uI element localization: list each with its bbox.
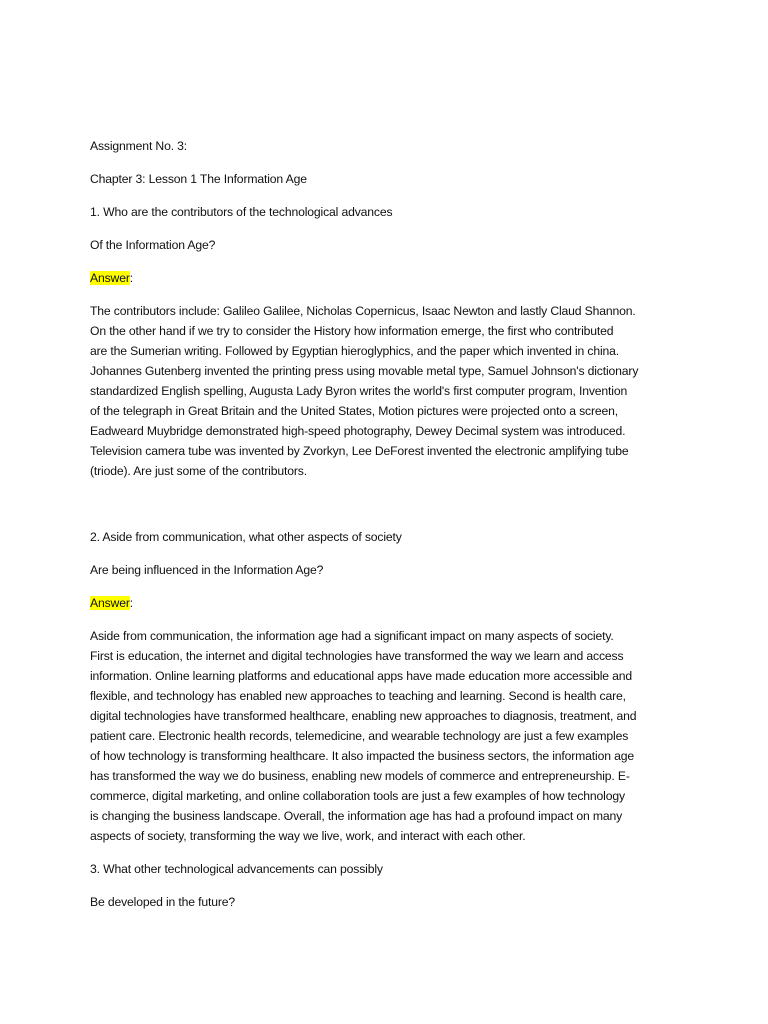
answer-1-line: standardized English spelling, Augusta Lady Byron writes the world's first computer program, Invention — [90, 384, 628, 398]
question-2-line-1: 2. Aside from communication, what other aspects of society — [90, 530, 402, 544]
answer-1-line: On the other hand if we try to consider the History how information emerge, the first who contributed — [90, 324, 614, 338]
document-body — [90, 136, 690, 912]
answer-2-line: First is education, the internet and digital technologies have transformed the way we learn and access — [90, 649, 624, 663]
answer-2-line: is changing the business landscape. Overall, the information age has had a profound impact on many — [90, 809, 623, 823]
assignment-title: Assignment No. 3: — [90, 139, 188, 153]
chapter-title: Chapter 3: Lesson 1 The Information Age — [90, 172, 307, 186]
answer-2-heading — [90, 593, 690, 613]
answer-1-line: (triode). Are just some of the contributors. — [90, 464, 307, 478]
answer-2-colon: : — [129, 596, 133, 610]
answer-1-colon: : — [129, 271, 133, 285]
answer-2-line: patient care. Electronic health records, telemedicine, and wearable technology are just a few examples — [90, 729, 629, 743]
answer-1-line: The contributors include: Galileo Galilee, Nicholas Copernicus, Isaac Newton and lastly Claud Shannon. — [90, 304, 636, 318]
question-2-line-2: Are being influenced in the Information Age? — [90, 563, 324, 577]
question-1-line-1: 1. Who are the contributors of the technological advances — [90, 205, 393, 219]
answer-2-line: information. Online learning platforms and educational apps have made education more accessible and — [90, 669, 633, 683]
answer-1-line: are the Sumerian writing. Followed by Egyptian hieroglyphics, and the paper which invented in china. — [90, 344, 620, 358]
answer-1-heading — [90, 268, 690, 288]
question-1-line-2: Of the Information Age? — [90, 238, 216, 252]
answer-1-line: Johannes Gutenberg invented the printing press using movable metal type, Samuel Johnson's dictionary — [90, 364, 639, 378]
answer-1-line: of the telegraph in Great Britain and the United States, Motion pictures were projected onto a screen, — [90, 404, 619, 418]
answer-2-line: commerce, digital marketing, and online collaboration tools are just a few examples of how technology — [90, 789, 625, 803]
answer-1-paragraph — [90, 301, 690, 481]
answer-2-line: flexible, and technology has enabled new approaches to teaching and learning. Second is health care, — [90, 689, 626, 703]
answer-2-highlight: Answer — [90, 596, 130, 610]
question-3-line-2: Be developed in the future? — [90, 895, 236, 909]
answer-1-highlight: Answer — [90, 271, 130, 285]
answer-2-line: has transformed the way we do business, enabling new models of commerce and entrepreneurship. E- — [90, 769, 630, 783]
answer-1-line: Eadweard Muybridge demonstrated high-speed photography, Dewey Decimal system was introduced. — [90, 424, 626, 438]
answer-2-paragraph — [90, 626, 690, 846]
answer-2-line: aspects of society, transforming the way we live, work, and interact with each other. — [90, 829, 526, 843]
answer-2-line: of how technology is transforming healthcare. It also impacted the business sectors, the information age — [90, 749, 634, 763]
question-3-line-1: 3. What other technological advancements can possibly — [90, 862, 383, 876]
answer-1-line: Television camera tube was invented by Zvorkyn, Lee DeForest invented the electronic amplifying tube — [90, 444, 629, 458]
answer-2-line: Aside from communication, the information age had a significant impact on many aspects of society. — [90, 629, 614, 643]
answer-2-line: digital technologies have transformed healthcare, enabling new approaches to diagnosis, treatment, and — [90, 709, 637, 723]
